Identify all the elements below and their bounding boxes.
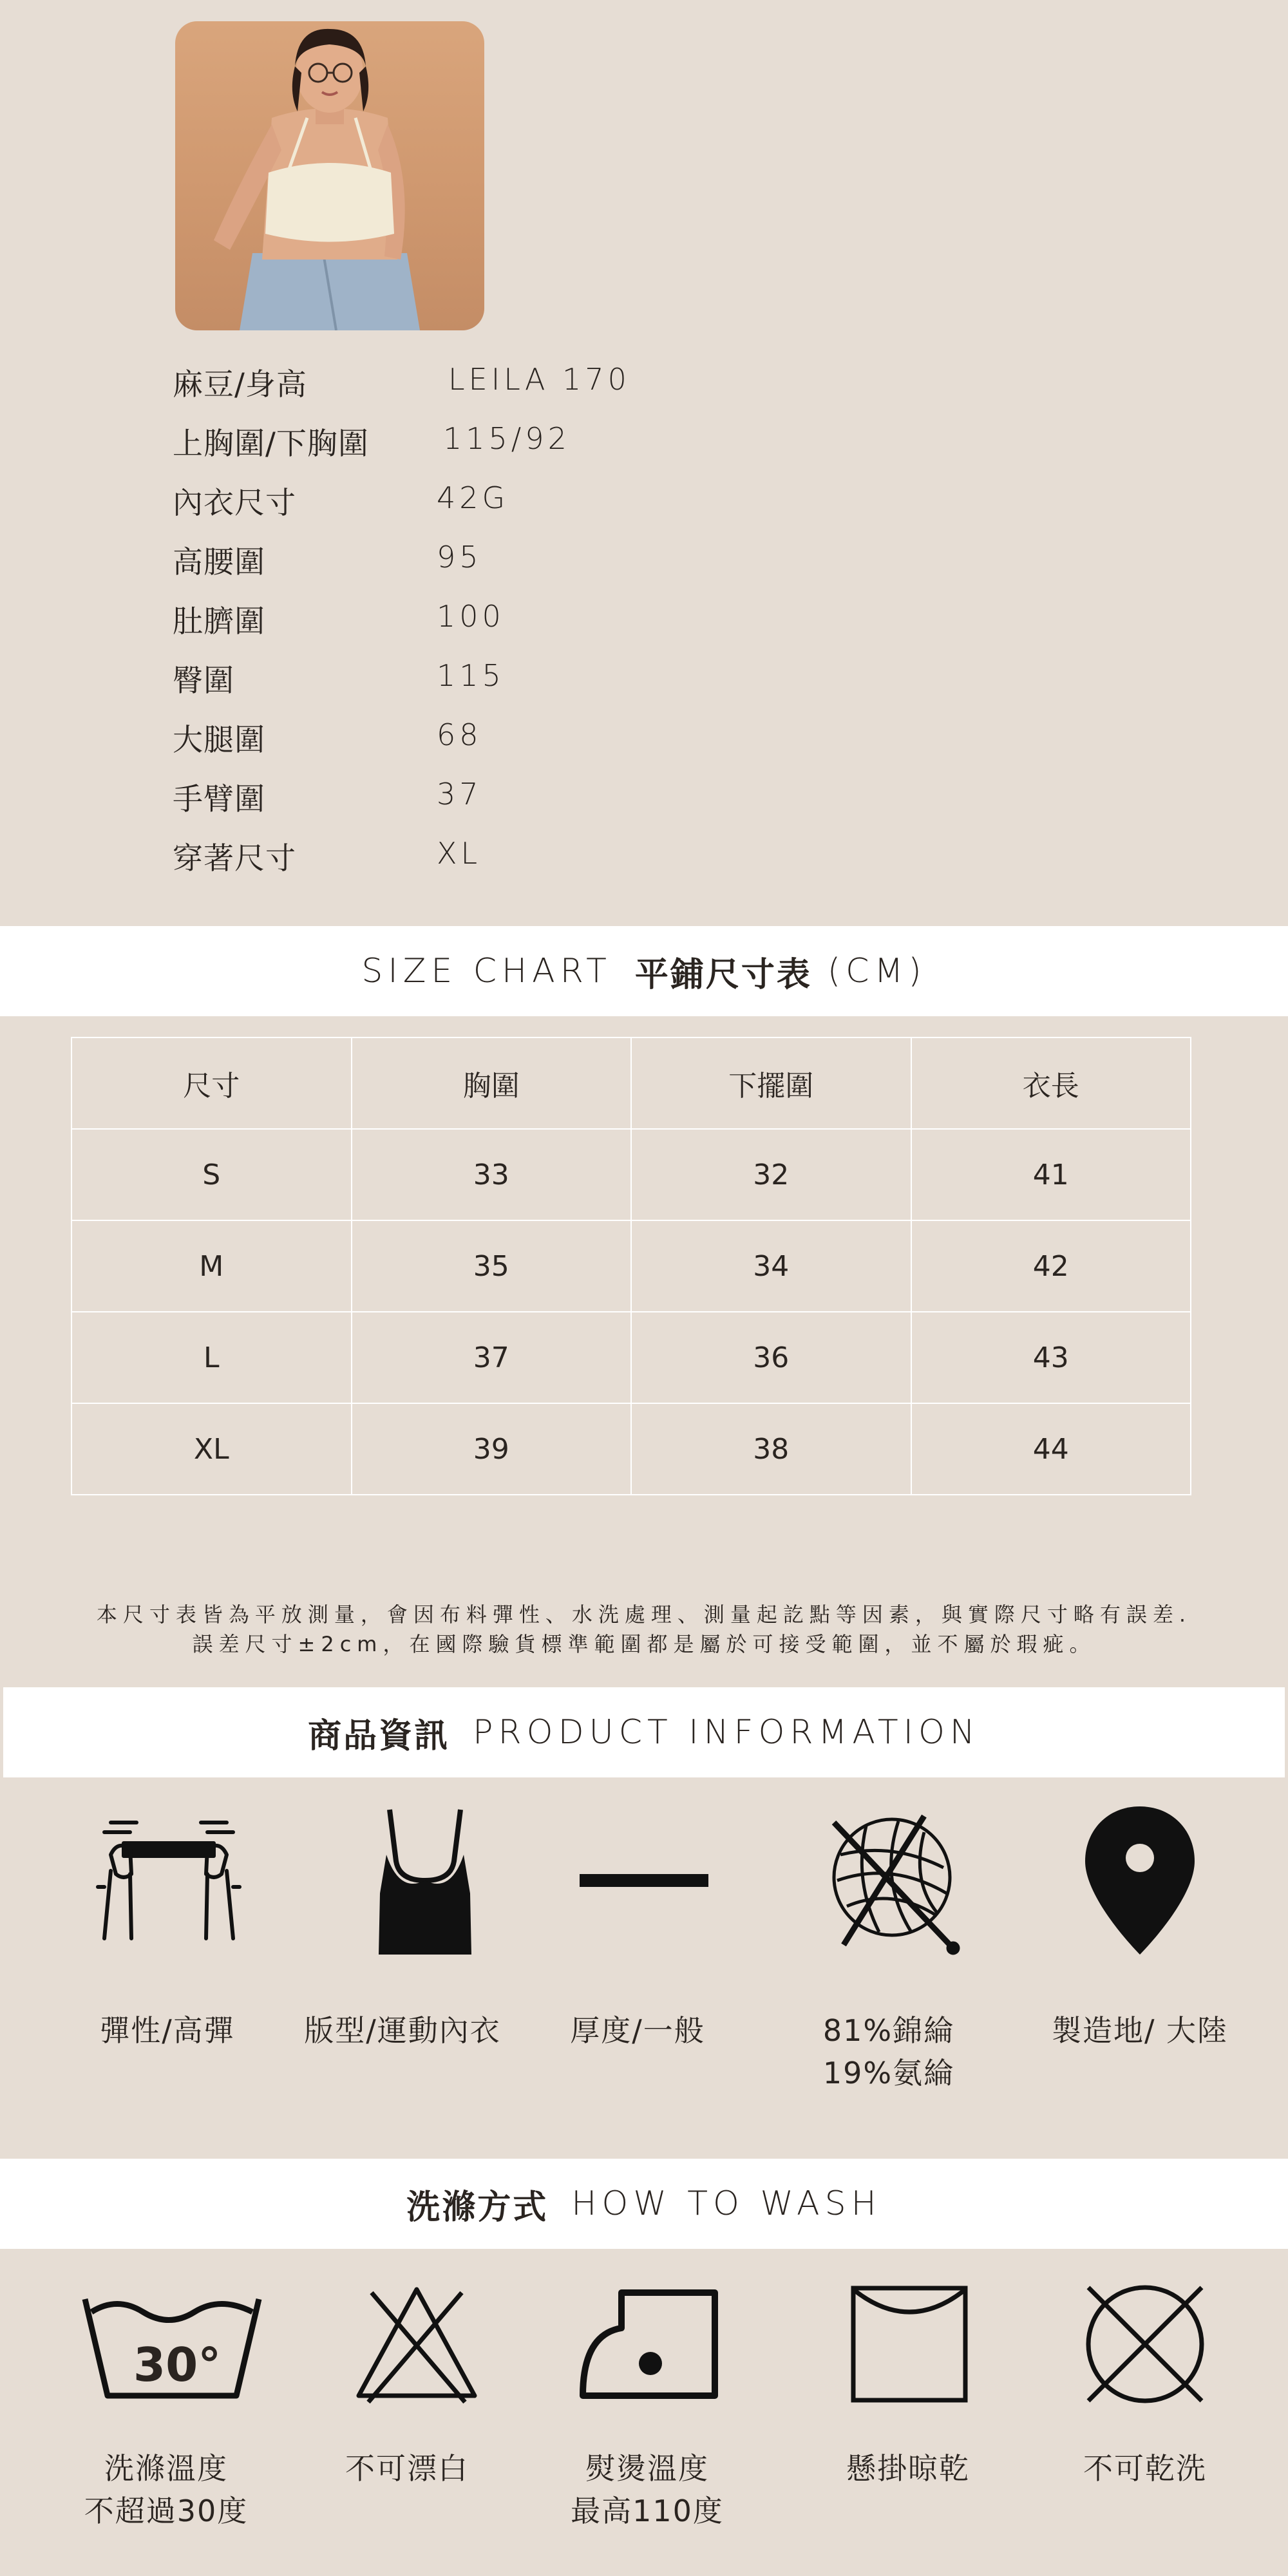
- table-cell: 35: [352, 1220, 632, 1312]
- table-cell: 42: [911, 1220, 1191, 1312]
- table-cell: 33: [352, 1129, 632, 1220]
- table-cell: S: [71, 1129, 352, 1220]
- product-info-header: [3, 1687, 1285, 1777]
- model-label: 上胸圍/下胸圍: [173, 426, 369, 462]
- wash-temp-text: 30°: [133, 2338, 222, 2392]
- no-dry-clean-icon: [1048, 2267, 1242, 2421]
- table-header-cell: 胸圍: [352, 1037, 632, 1129]
- table-cell: M: [71, 1220, 352, 1312]
- wash-30-icon: [75, 2267, 269, 2421]
- model-row-bust: [173, 420, 752, 479]
- line-dry-icon: [813, 2267, 1006, 2421]
- thickness-line-icon: [547, 1797, 741, 1964]
- iron-caption-2: 最高110度: [571, 2494, 724, 2528]
- table-cell: 44: [911, 1403, 1191, 1495]
- sports-bra-icon: [328, 1797, 522, 1964]
- model-label: 肚臍圍: [173, 604, 265, 639]
- model-figure: [175, 21, 484, 330]
- model-row-navel: [173, 598, 752, 657]
- table-cell: 43: [911, 1312, 1191, 1403]
- model-row-hip: [173, 657, 752, 716]
- wash-caption-1: 洗滌溫度: [104, 2451, 228, 2486]
- model-label: 內衣尺寸: [173, 486, 296, 521]
- wash-title-en: HOW TO WASH: [571, 2184, 882, 2223]
- wash-header: [0, 2159, 1288, 2249]
- size-chart-title-en: SIZE CHART: [361, 952, 612, 990]
- table-row: [71, 1403, 1191, 1495]
- thickness-caption: 厚度/一般: [570, 2013, 705, 2048]
- model-label: 大腿圍: [173, 723, 265, 758]
- iron-caption-1: 熨燙溫度: [585, 2451, 709, 2486]
- material-caption-1: 81%錦綸: [822, 2013, 955, 2048]
- model-value: LEILA 170: [448, 362, 630, 397]
- model-value: 100: [437, 599, 505, 634]
- yarn-ball-icon: [795, 1797, 989, 1964]
- model-value: 68: [437, 717, 482, 752]
- table-cell: 38: [631, 1403, 911, 1495]
- table-cell: 37: [352, 1312, 632, 1403]
- model-label: 臀圍: [173, 663, 234, 699]
- model-label: 手臂圍: [173, 782, 265, 817]
- model-row-high-waist: [173, 538, 752, 598]
- line-dry-caption: 懸掛晾乾: [846, 2451, 970, 2486]
- model-row-arm: [173, 775, 752, 835]
- product-info-title-zh: 商品資訊: [308, 1716, 450, 1756]
- wash-title-zh: 洗滌方式: [406, 2188, 549, 2227]
- table-cell: L: [71, 1312, 352, 1403]
- model-row-thigh: [173, 716, 752, 775]
- table-cell: 36: [631, 1312, 911, 1403]
- model-row-wear-size: [173, 835, 752, 894]
- iron-icon: [554, 2267, 747, 2421]
- table-row: [71, 1312, 1191, 1403]
- table-header-cell: 尺寸: [71, 1037, 352, 1129]
- model-row-height: [173, 361, 752, 420]
- model-row-bra-size: [173, 479, 752, 538]
- table-header-cell: 下擺圍: [631, 1037, 911, 1129]
- sports-bra-caption: 版型/運動內衣: [304, 2013, 501, 2048]
- table-cell: 39: [352, 1403, 632, 1495]
- model-value: 115/92: [443, 421, 571, 456]
- material-caption-2: 19%氨綸: [822, 2056, 955, 2090]
- table-header-cell: 衣長: [911, 1037, 1191, 1129]
- model-value: 37: [437, 777, 482, 811]
- model-photo: [175, 21, 484, 330]
- size-chart-title-zh: 平鋪尺寸表: [634, 955, 812, 994]
- size-note-line2: 誤差尺寸±2cm，在國際驗貨標準範圍都是屬於可接受範圍，並不屬於瑕疵。: [192, 1632, 1096, 1656]
- no-bleach-icon: [320, 2267, 513, 2421]
- size-chart-header: [0, 926, 1288, 1016]
- model-value: 95: [437, 540, 482, 574]
- table-cell: XL: [71, 1403, 352, 1495]
- model-value: XL: [437, 836, 482, 871]
- table-cell: 32: [631, 1129, 911, 1220]
- origin-caption: 製造地/ 大陸: [1051, 2013, 1229, 2048]
- table-row: [71, 1129, 1191, 1220]
- model-label: 麻豆/身高: [173, 367, 307, 402]
- size-table: [71, 1037, 1191, 1495]
- model-label: 高腰圍: [173, 545, 265, 580]
- table-row: [71, 1220, 1191, 1312]
- model-value: 42G: [437, 480, 509, 515]
- table-cell: 41: [911, 1129, 1191, 1220]
- product-info-title-en: PRODUCT INFORMATION: [473, 1713, 980, 1752]
- stretch-icon: [72, 1797, 265, 1964]
- wash-caption-2: 不超過30度: [84, 2494, 249, 2528]
- model-value: 115: [437, 658, 505, 693]
- table-cell: 34: [631, 1220, 911, 1312]
- stretch-caption: 彈性/高彈: [100, 2013, 235, 2048]
- size-chart-title-unit: (CM): [827, 952, 927, 990]
- location-pin-icon: [1043, 1797, 1236, 1964]
- table-header-row: [71, 1037, 1191, 1129]
- size-note-line1: 本尺寸表皆為平放測量，會因布料彈性、水洗處理、測量起訖點等因素，與實際尺寸略有誤差.: [96, 1602, 1192, 1627]
- no-dry-clean-caption: 不可乾洗: [1083, 2451, 1207, 2486]
- model-label: 穿著尺寸: [173, 841, 296, 876]
- no-bleach-caption: 不可漂白: [345, 2451, 469, 2486]
